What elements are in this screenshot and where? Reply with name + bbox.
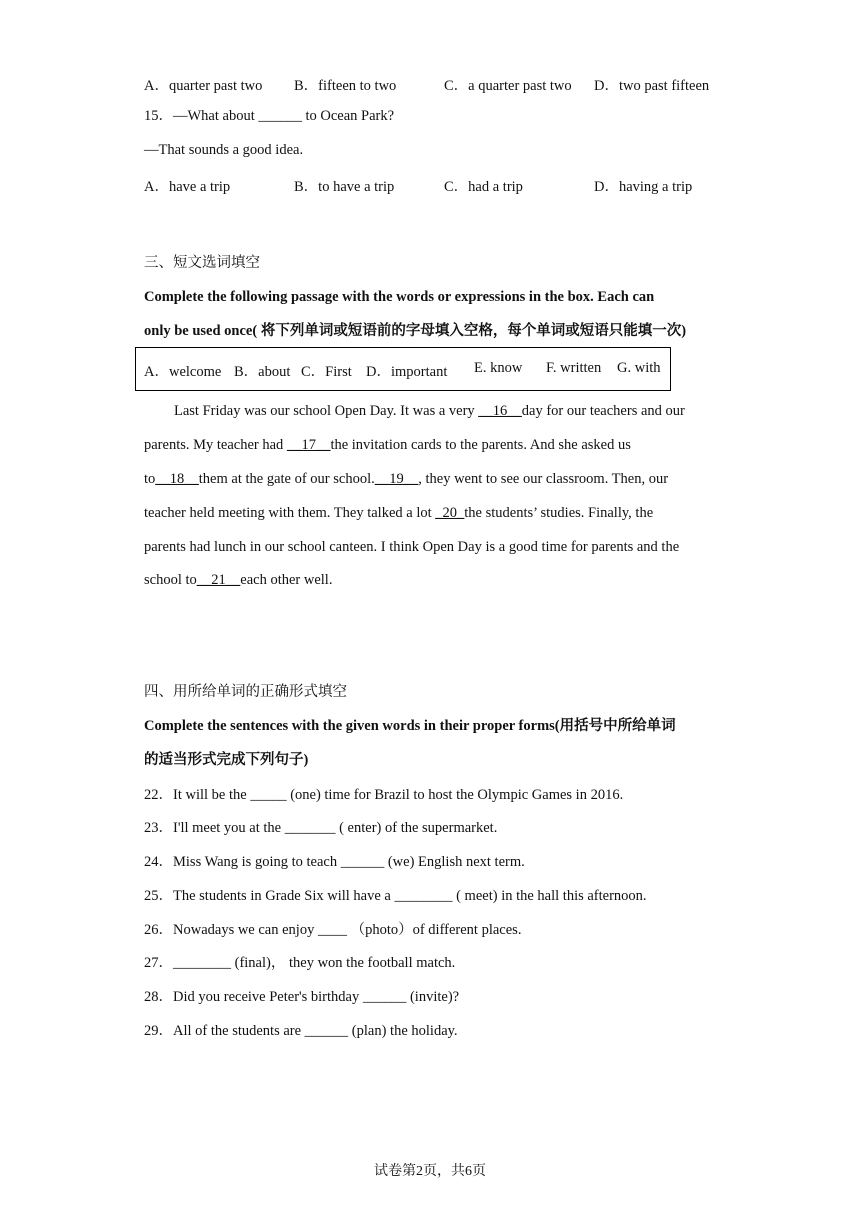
section4-instruction-line1: Complete the sentences with the given words in their proper forms(用括号中所给单词	[144, 718, 676, 734]
word-box-item: D．important	[366, 364, 448, 380]
section4-instruction-line2: 的适当形式完成下列句子)	[144, 752, 309, 768]
blank-20: _20_	[435, 505, 465, 521]
question-29: 29．All of the students are ______ (plan) the holiday.	[144, 1023, 458, 1039]
q14-option-a: A．quarter past two	[144, 78, 263, 94]
passage-text: teacher held meeting with them. They talked a lot	[144, 505, 436, 521]
word-box-item: A．welcome	[144, 364, 222, 380]
blank-16: __16__	[478, 403, 522, 419]
passage-line	[174, 401, 685, 421]
word-box	[135, 347, 671, 391]
word-box-item: E. know	[474, 360, 523, 376]
q15-question: 15．—What about ______ to Ocean Park?	[144, 108, 395, 124]
q14-option-b: B．fifteen to two	[294, 78, 397, 94]
blank-19: __19__	[374, 471, 419, 487]
passage-line	[144, 570, 332, 590]
question-28: 28．Did you receive Peter's birthday ______ (invite)?	[144, 989, 460, 1005]
passage-text: the students’ studies. Finally, the	[464, 505, 654, 521]
blank-18: __18__	[155, 471, 199, 487]
q15-option-c: C．had a trip	[444, 179, 523, 195]
passage-text: them at the gate of our school.	[198, 471, 375, 487]
passage-text: , they went to see our classroom. Then, our	[418, 471, 669, 487]
question-25: 25．The students in Grade Six will have a ________ ( meet) in the hall this afternoon.	[144, 888, 647, 904]
word-box-item: C．First	[301, 364, 352, 380]
word-box-item: B．about	[234, 364, 291, 380]
passage-line	[144, 537, 679, 557]
passage-text: day for our teachers and our	[521, 403, 685, 419]
question-27: 27．________ (final)， they won the football match.	[144, 955, 456, 971]
passage-text: the invitation cards to the parents. And she asked us	[330, 437, 631, 453]
section4-heading: 四、用所给单词的正确形式填空	[144, 684, 347, 700]
passage-text: each other well.	[240, 572, 333, 588]
passage-text: Last Friday was our school Open Day. It was a very	[174, 403, 479, 419]
section3-heading: 三、短文选词填空	[144, 255, 260, 271]
question-26: 26．Nowadays we can enjoy ____ （photo）of different places.	[144, 922, 522, 938]
passage-line	[144, 469, 668, 489]
passage-text: to	[144, 471, 156, 487]
word-box-item: F. written	[546, 360, 602, 376]
section3-instruction-line2: only be used once( 将下列单词或短语前的字母填入空格，每个单词或短语只能填一次)	[144, 323, 687, 339]
question-24: 24．Miss Wang is going to teach ______ (we) English next term.	[144, 854, 525, 870]
page-footer: 试卷第2页，共6页	[374, 1164, 486, 1179]
q15-reply: —That sounds a good idea.	[144, 142, 304, 158]
question-22: 22．It will be the _____ (one) time for Brazil to host the Olympic Games in 2016.	[144, 787, 624, 803]
q15-option-a: A．have a trip	[144, 179, 231, 195]
question-23: 23．I'll meet you at the _______ ( enter) of the supermarket.	[144, 820, 498, 836]
q15-option-d: D．having a trip	[594, 179, 693, 195]
word-box-item: G. with	[617, 360, 661, 376]
passage-line	[144, 503, 653, 523]
q15-option-b: B．to have a trip	[294, 179, 395, 195]
passage-text: school to	[144, 572, 197, 588]
q14-option-d: D．two past fifteen	[594, 78, 710, 94]
passage-text: parents had lunch in our school canteen. I think Open Day is a good time for parents and the	[144, 539, 680, 555]
section3-instruction-line1: Complete the following passage with the words or expressions in the box. Each can	[144, 289, 655, 305]
blank-17: __17__	[286, 437, 331, 453]
passage-line	[144, 435, 631, 455]
passage-text: parents. My teacher had	[144, 437, 287, 453]
blank-21: __21__	[196, 572, 241, 588]
q14-option-c: C．a quarter past two	[444, 78, 572, 94]
